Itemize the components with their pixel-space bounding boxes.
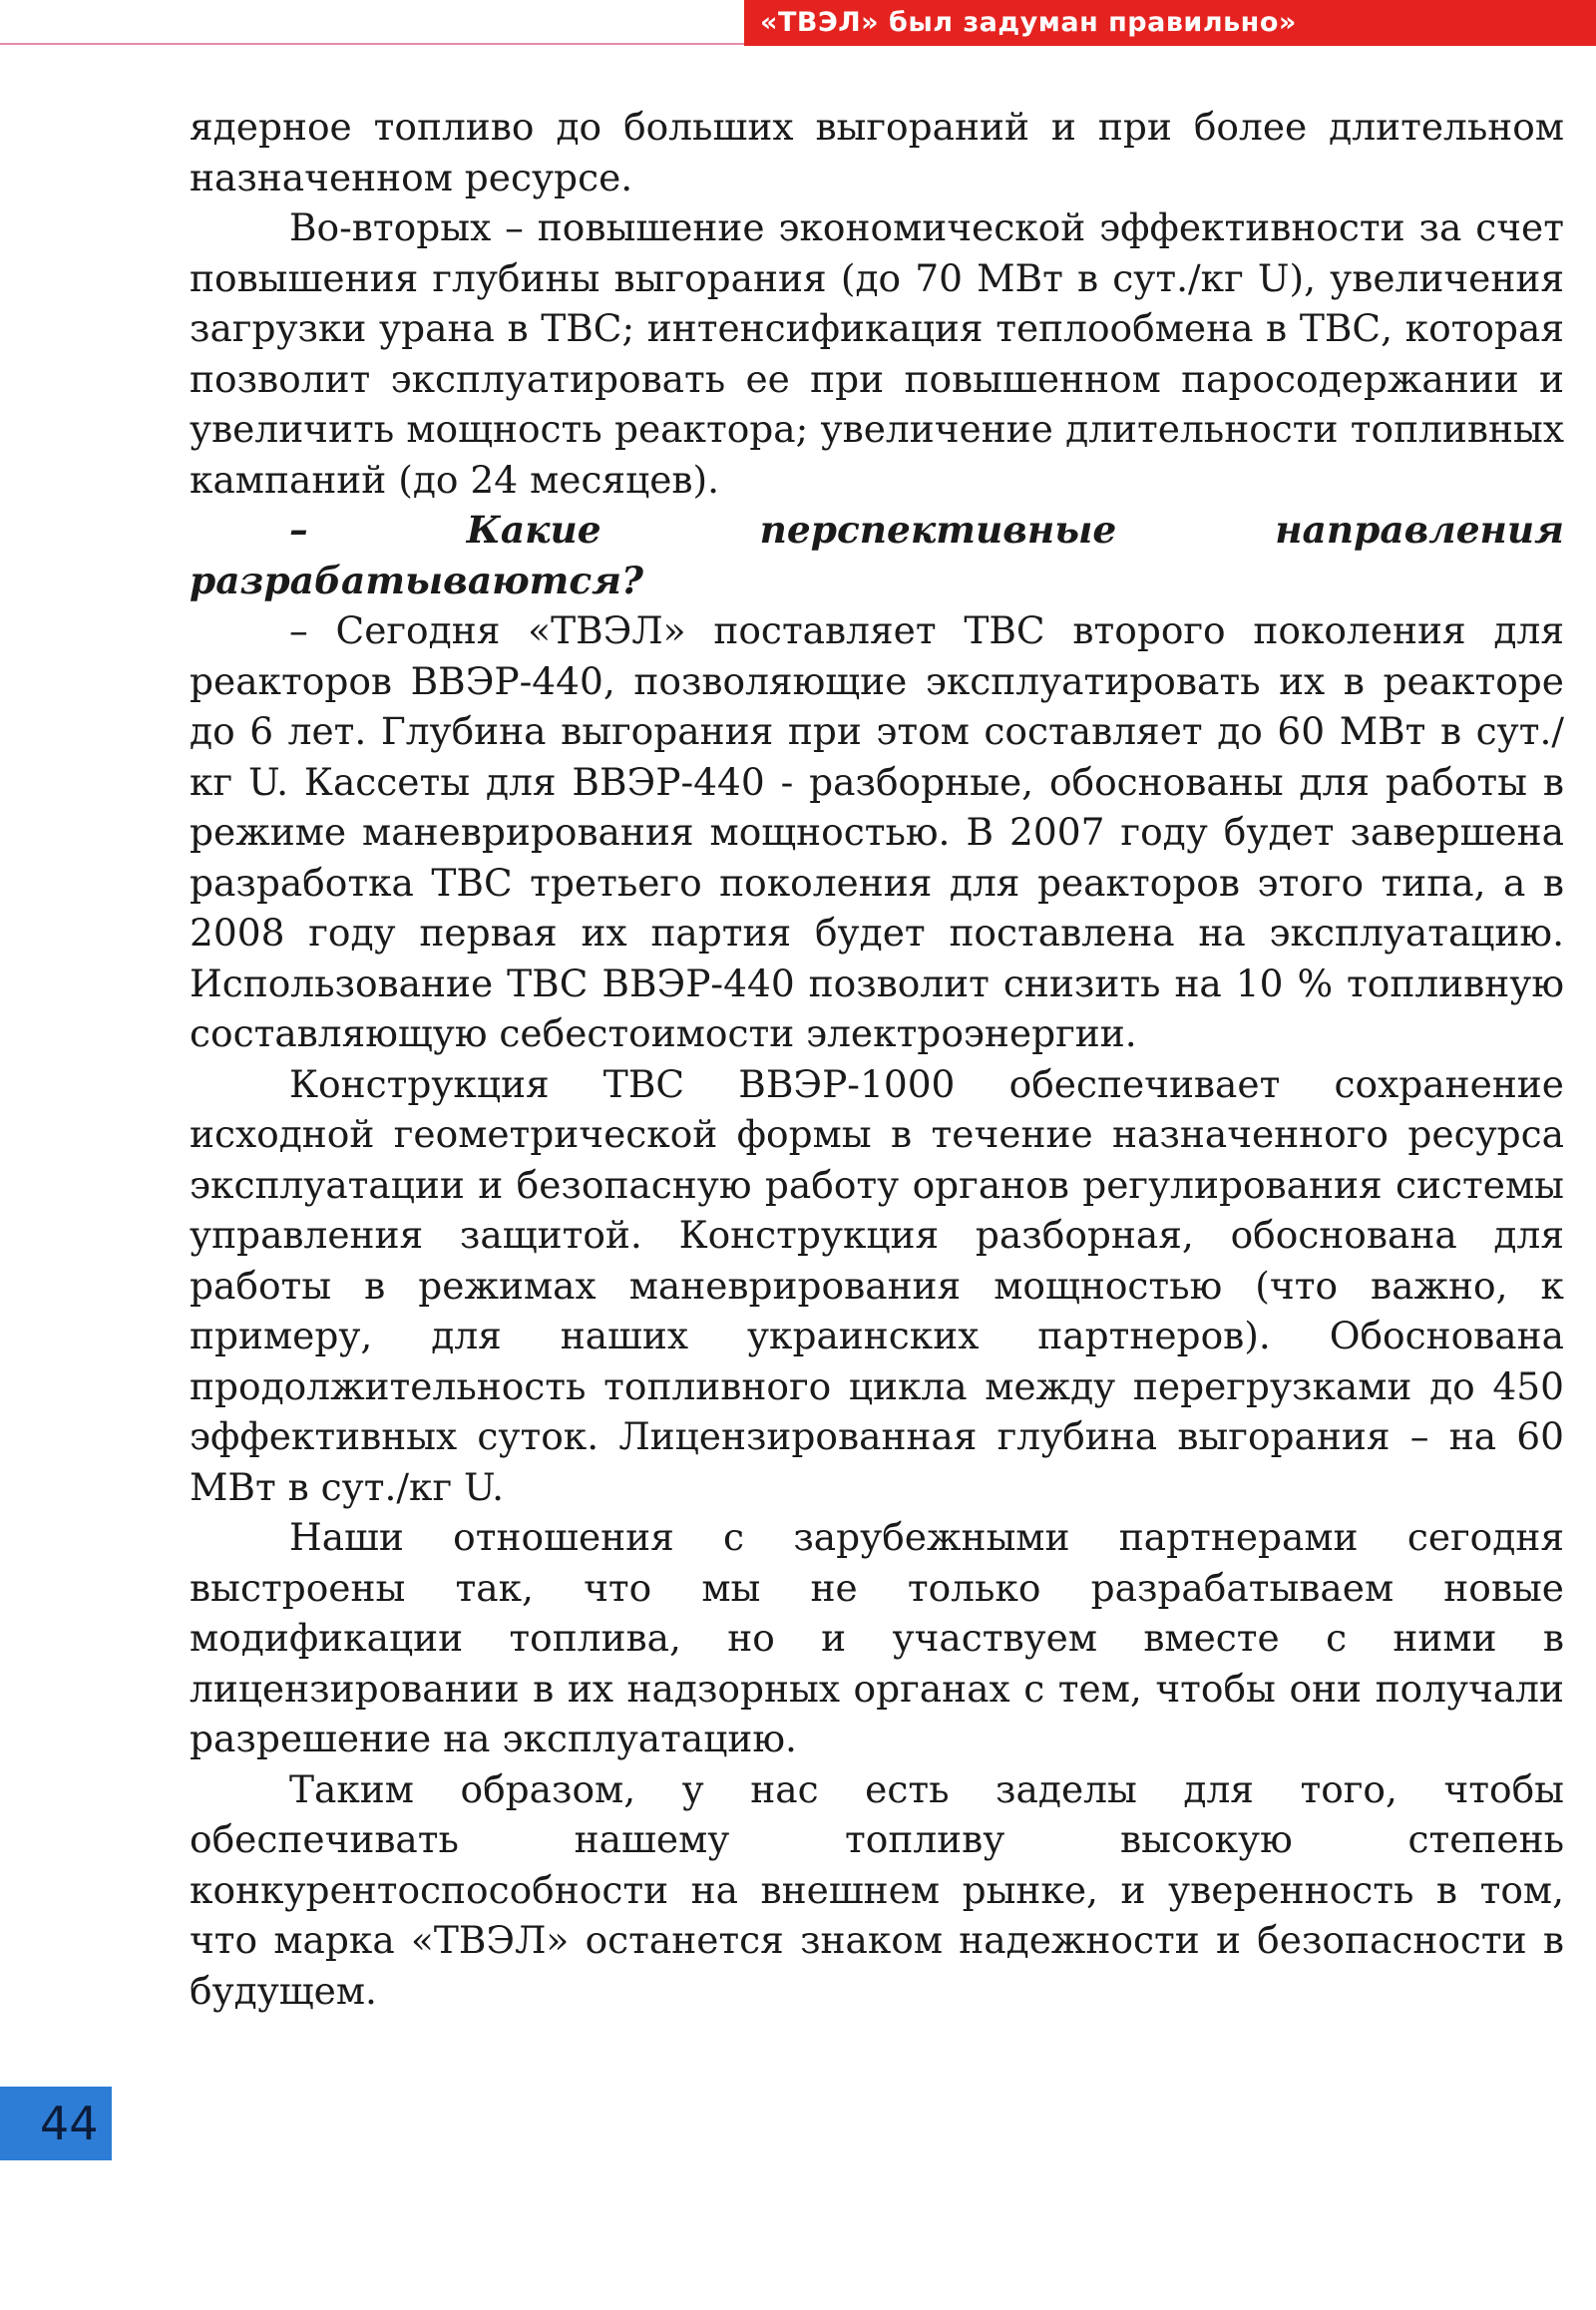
paragraph-secondly: Во-вторых – повышение экономической эффективности за счет повышения глубины выгорания (до 70 МВт в сут./кг U), увеличения загрузки урана в ТВС; интенсификация теплообмена в ТВС, которая позволит эксплуатировать ее при повышенном паросодержании и увеличить мощность реактора; увеличение длительности топливных кампаний (до 24 месяцев). xyxy=(190,205,1564,502)
paragraph-conclusion: Таким образом, у нас есть заделы для того, чтобы обеспечивать нашему топливу высокую степень конкурентоспособности на внешнем рынке, и уверенность в том, что марка «ТВЭЛ» останется знаком надежности и безопасности в будущем. xyxy=(190,1766,1564,2013)
article-body xyxy=(190,102,1564,2016)
header-rule xyxy=(0,43,744,45)
interview-question: – Какие перспективные направления разрабатываются? xyxy=(190,508,1564,602)
paragraph-vver1000: Конструкция ТВС ВВЭР-1000 обеспечивает сохранение исходной геометрической формы в течение назначенного ресурса эксплуатации и безопасную работу органов регулирования системы управления защитой. Конструкция разборная, обоснована для работы в режимах маневрирования мощностью (что важно, к примеру, для наших украинских партнеров). Обоснована продолжительность топливного цикла между перегрузками до 450 эффективных суток. Лицензированная глубина выгорания – на 60 МВт в сут./кг U. xyxy=(190,1061,1564,1509)
paragraph-answer-vver440: – Сегодня «ТВЭЛ» поставляет ТВС второго поколения для реакторов ВВЭР-440, позволяющие эксплуатировать их в реакторе до 6 лет. Глубина выгорания при этом составляет до 60 МВт в сут./кг U. Кассеты для ВВЭР-440 - разборные, обоснованы для работы в режиме маневрирования мощностью. В 2007 году будет завершена разработка ТВС третьего поколения для реакторов этого типа, а в 2008 году первая их партия будет поставлена на эксплуатацию. Использование ТВС ВВЭР-440 позволит снизить на 10 % топливную составляющую себестоимости электроэнергии. xyxy=(190,608,1564,1055)
running-header-title: «ТВЭЛ» был задуман правильно» xyxy=(760,7,1297,38)
paragraph-continuation: ядерное топливо до больших выгораний и при более длительном назначенном ресурсе. xyxy=(190,105,1564,199)
page-number: 44 xyxy=(40,2097,99,2150)
paragraph-foreign-partners: Наши отношения с зарубежными партнерами сегодня выстроены так, что мы не только разрабатываем новые модификации топлива, но и участвуем вместе с ними в лицензировании в их надзорных органах с тем, чтобы они получали разрешение на эксплуатацию. xyxy=(190,1515,1564,1760)
